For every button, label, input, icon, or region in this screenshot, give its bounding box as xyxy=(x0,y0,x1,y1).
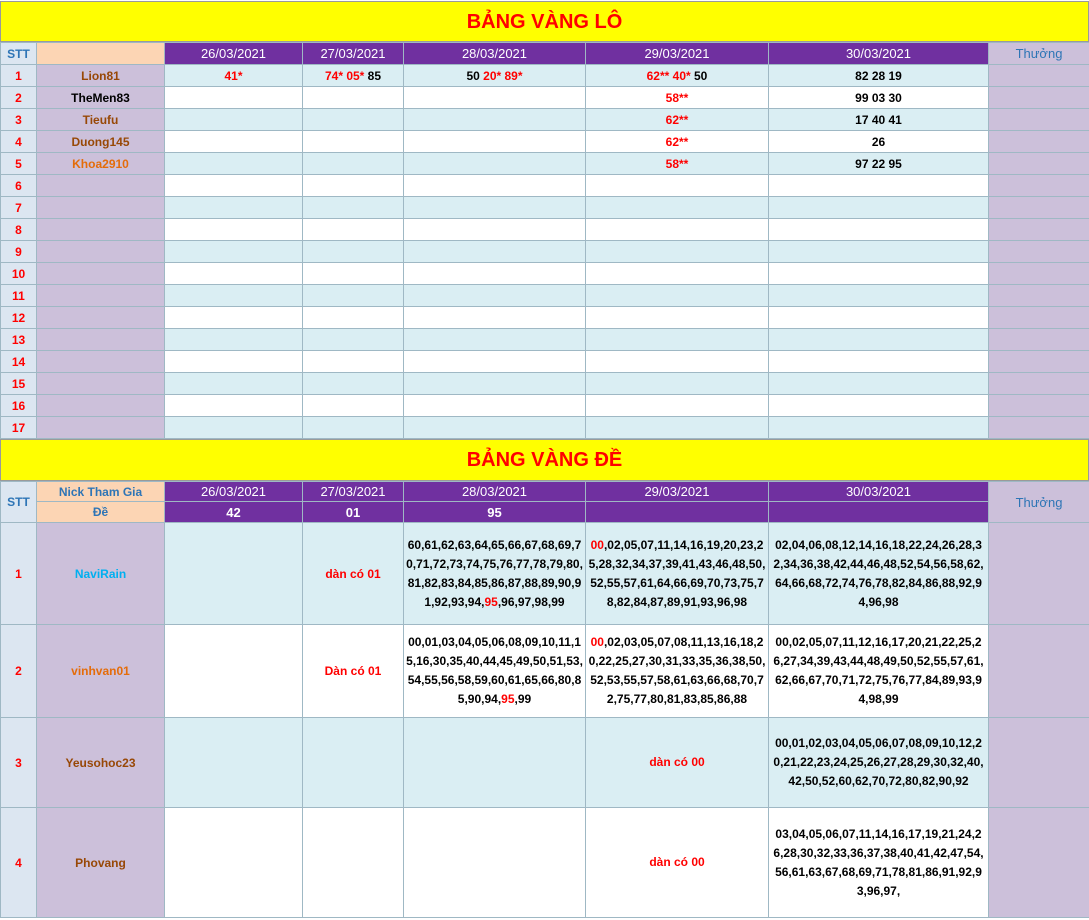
de-result-value: 95 xyxy=(404,502,586,523)
nick-name: NaviRain xyxy=(37,523,165,625)
cell-text: 00,02,05,07,11,12,16,17,20,21,22,25,26,27,34,39,43,44,48,49,50,52,55,57,61,62,66,67,70,71,72,75,76,77,84,89,93,94,98,99 xyxy=(773,635,984,706)
row-stt: 17 xyxy=(1,417,37,439)
pick-cell xyxy=(404,625,586,718)
pick-cell xyxy=(404,219,586,241)
pick-cell xyxy=(303,263,404,285)
nick-name: TheMen83 xyxy=(37,87,165,109)
pick-cell xyxy=(404,417,586,439)
nick-name xyxy=(37,395,165,417)
lo-header-row xyxy=(1,43,1089,65)
pick-cell xyxy=(165,808,303,918)
table-row xyxy=(1,153,1089,175)
table-row xyxy=(1,523,1089,625)
pick-cell xyxy=(165,329,303,351)
table-row xyxy=(1,395,1089,417)
pick-cell xyxy=(586,307,769,329)
row-stt: 13 xyxy=(1,329,37,351)
pick-cell xyxy=(165,718,303,808)
pick-cell xyxy=(165,153,303,175)
pick-cell xyxy=(404,175,586,197)
row-stt: 9 xyxy=(1,241,37,263)
cell-text: 62** 40* xyxy=(646,68,691,83)
nick-name xyxy=(37,197,165,219)
pick-cell xyxy=(769,219,989,241)
thuong-cell xyxy=(989,175,1089,197)
row-stt: 7 xyxy=(1,197,37,219)
pick-cell xyxy=(404,197,586,219)
thuong-cell xyxy=(989,285,1089,307)
pick-cell xyxy=(303,241,404,263)
pick-cell xyxy=(769,263,989,285)
lo-name-header xyxy=(37,43,165,65)
pick-cell xyxy=(165,373,303,395)
row-stt: 4 xyxy=(1,808,37,918)
nick-name: Yeusohoc23 xyxy=(37,718,165,808)
row-stt: 14 xyxy=(1,351,37,373)
pick-cell xyxy=(303,417,404,439)
pick-cell xyxy=(769,109,989,131)
de-date-header: 30/03/2021 xyxy=(769,482,989,502)
thuong-cell xyxy=(989,153,1089,175)
row-stt: 2 xyxy=(1,87,37,109)
pick-cell xyxy=(404,395,586,417)
lo-date-header: 30/03/2021 xyxy=(769,43,989,65)
cell-text: 50 xyxy=(466,68,484,83)
lo-title: BẢNG VÀNG LÔ xyxy=(0,1,1089,42)
pick-cell xyxy=(769,197,989,219)
thuong-cell xyxy=(989,241,1089,263)
pick-cell xyxy=(769,625,989,718)
pick-cell xyxy=(303,395,404,417)
pick-cell xyxy=(165,285,303,307)
nick-name: Khoa2910 xyxy=(37,153,165,175)
pick-cell xyxy=(586,808,769,918)
de-date-header: 26/03/2021 xyxy=(165,482,303,502)
de-title: BẢNG VÀNG ĐỀ xyxy=(0,439,1089,481)
cell-text: 58** xyxy=(665,90,689,105)
pick-cell xyxy=(404,373,586,395)
row-stt: 8 xyxy=(1,219,37,241)
pick-cell xyxy=(586,625,769,718)
pick-cell xyxy=(586,523,769,625)
pick-cell xyxy=(769,417,989,439)
de-label: Đề xyxy=(37,502,165,523)
thuong-cell xyxy=(989,417,1089,439)
pick-cell xyxy=(404,109,586,131)
table-row xyxy=(1,87,1089,109)
row-stt: 16 xyxy=(1,395,37,417)
thuong-cell xyxy=(989,808,1089,918)
pick-cell xyxy=(165,219,303,241)
pick-cell xyxy=(404,718,586,808)
thuong-cell xyxy=(989,395,1089,417)
table-row xyxy=(1,219,1089,241)
thuong-cell xyxy=(989,307,1089,329)
pick-cell xyxy=(586,153,769,175)
cell-text: 97 22 95 xyxy=(855,156,902,171)
de-header-row xyxy=(1,482,1089,502)
pick-cell xyxy=(404,351,586,373)
thuong-cell xyxy=(989,329,1089,351)
pick-cell xyxy=(769,307,989,329)
pick-cell xyxy=(586,417,769,439)
table-row xyxy=(1,373,1089,395)
pick-cell xyxy=(769,395,989,417)
pick-cell xyxy=(769,351,989,373)
pick-cell xyxy=(769,718,989,808)
pick-cell xyxy=(404,523,586,625)
cell-text: 74* 05* xyxy=(324,68,365,83)
table-row xyxy=(1,808,1089,918)
pick-cell xyxy=(586,285,769,307)
pick-cell xyxy=(303,523,404,625)
nick-name xyxy=(37,285,165,307)
pick-cell xyxy=(586,65,769,87)
cell-text: 62** xyxy=(665,134,689,149)
pick-cell xyxy=(165,109,303,131)
cell-text: 82 28 19 xyxy=(855,68,902,83)
cell-text: 99 03 30 xyxy=(855,90,902,105)
cell-text: 60,61,62,63,64,65,66,67,68,69,70,71,72,73,74,75,76,77,78,79,80,81,82,83,84,85,86,87,88,89,90,91,92,93,94, xyxy=(406,537,583,609)
row-stt: 4 xyxy=(1,131,37,153)
thuong-cell xyxy=(989,263,1089,285)
pick-cell xyxy=(769,329,989,351)
pick-cell xyxy=(404,87,586,109)
pick-cell xyxy=(769,241,989,263)
nick-name xyxy=(37,351,165,373)
table-row xyxy=(1,65,1089,87)
cell-text: 00,01,03,04,05,06,08,09,10,11,15,16,30,35,40,44,45,49,50,51,53,54,55,56,58,59,60,61,65,66,80,85,90,94, xyxy=(406,635,583,706)
row-stt: 1 xyxy=(1,523,37,625)
cell-text: ,96,97,98,99 xyxy=(497,594,565,609)
cell-text: 95 xyxy=(484,594,498,609)
pick-cell xyxy=(769,153,989,175)
thuong-cell xyxy=(989,373,1089,395)
pick-cell xyxy=(404,307,586,329)
pick-cell xyxy=(586,109,769,131)
pick-cell xyxy=(586,263,769,285)
nick-name xyxy=(37,307,165,329)
lo-stt-header: STT xyxy=(1,43,37,65)
table-row xyxy=(1,625,1089,718)
cell-text: 41* xyxy=(224,68,243,83)
pick-cell xyxy=(586,329,769,351)
pick-cell xyxy=(769,131,989,153)
nick-name: Phovang xyxy=(37,808,165,918)
thuong-cell xyxy=(989,87,1089,109)
de-result-value: 01 xyxy=(303,502,404,523)
row-stt: 10 xyxy=(1,263,37,285)
row-stt: 1 xyxy=(1,65,37,87)
table-row xyxy=(1,241,1089,263)
pick-cell xyxy=(165,351,303,373)
de-date-header: 27/03/2021 xyxy=(303,482,404,502)
pick-cell xyxy=(769,175,989,197)
pick-cell xyxy=(165,175,303,197)
pick-cell xyxy=(165,197,303,219)
pick-cell xyxy=(404,131,586,153)
de-result-value xyxy=(769,502,989,523)
pick-cell xyxy=(404,263,586,285)
lo-date-header: 26/03/2021 xyxy=(165,43,303,65)
pick-cell xyxy=(303,197,404,219)
thuong-cell xyxy=(989,718,1089,808)
cell-text: dàn có 00 xyxy=(649,855,705,869)
pick-cell xyxy=(586,87,769,109)
thuong-cell xyxy=(989,197,1089,219)
pick-cell xyxy=(303,373,404,395)
cell-text: 03,04,05,06,07,11,14,16,17,19,21,24,26,28,30,32,33,36,37,38,40,41,42,47,54,56,61,63,67,68,69,71,78,81,86,91,92,93,96,97, xyxy=(773,826,984,898)
pick-cell xyxy=(303,109,404,131)
row-stt: 5 xyxy=(1,153,37,175)
pick-cell xyxy=(404,241,586,263)
table-row xyxy=(1,285,1089,307)
pick-cell xyxy=(165,307,303,329)
de-nick-header: Nick Tham Gia xyxy=(37,482,165,502)
pick-cell xyxy=(303,625,404,718)
nick-name: Tieufu xyxy=(37,109,165,131)
row-stt: 12 xyxy=(1,307,37,329)
pick-cell xyxy=(586,718,769,808)
de-date-header: 28/03/2021 xyxy=(404,482,586,502)
pick-cell xyxy=(769,87,989,109)
lo-date-header: 29/03/2021 xyxy=(586,43,769,65)
cell-text: dàn có 00 xyxy=(649,755,705,769)
pick-cell xyxy=(303,219,404,241)
nick-name: Duong145 xyxy=(37,131,165,153)
table-row xyxy=(1,718,1089,808)
pick-cell xyxy=(303,175,404,197)
nick-name xyxy=(37,175,165,197)
thuong-cell xyxy=(989,625,1089,718)
pick-cell xyxy=(303,285,404,307)
pick-cell xyxy=(303,153,404,175)
row-stt: 6 xyxy=(1,175,37,197)
table-row xyxy=(1,307,1089,329)
cell-text: 00 xyxy=(590,537,604,552)
pick-cell xyxy=(165,87,303,109)
pick-cell xyxy=(586,131,769,153)
table-row xyxy=(1,329,1089,351)
cell-text: 50 xyxy=(690,68,708,83)
cell-text: 02,04,06,08,12,14,16,18,22,24,26,28,32,34,36,38,42,44,46,48,52,54,56,58,62,64,66,68,72,74,76,78,82,84,86,88,92,94,96,98 xyxy=(773,537,984,609)
de-date-header: 29/03/2021 xyxy=(586,482,769,502)
nick-name xyxy=(37,417,165,439)
cell-text: 95 xyxy=(501,692,515,706)
pick-cell xyxy=(404,329,586,351)
pick-cell xyxy=(165,417,303,439)
pick-cell xyxy=(303,351,404,373)
cell-text: 20* 89* xyxy=(483,68,523,83)
lo-date-header: 27/03/2021 xyxy=(303,43,404,65)
de-thuong-header: Thưởng xyxy=(989,482,1089,523)
pick-cell xyxy=(769,373,989,395)
thuong-cell xyxy=(989,219,1089,241)
thuong-cell xyxy=(989,351,1089,373)
pick-cell xyxy=(303,131,404,153)
row-stt: 2 xyxy=(1,625,37,718)
pick-cell xyxy=(586,351,769,373)
nick-name: vinhvan01 xyxy=(37,625,165,718)
pick-cell xyxy=(586,395,769,417)
nick-name: Lion81 xyxy=(37,65,165,87)
pick-cell xyxy=(303,65,404,87)
pick-cell xyxy=(303,718,404,808)
row-stt: 11 xyxy=(1,285,37,307)
thuong-cell xyxy=(989,65,1089,87)
cell-text: Dàn có 01 xyxy=(324,664,382,678)
nick-name xyxy=(37,373,165,395)
cell-text: ,99 xyxy=(514,692,532,706)
table-row xyxy=(1,263,1089,285)
row-stt: 3 xyxy=(1,109,37,131)
pick-cell xyxy=(586,219,769,241)
cell-text: 58** xyxy=(665,156,689,171)
pick-cell xyxy=(769,808,989,918)
de-table xyxy=(0,481,1089,918)
pick-cell xyxy=(165,131,303,153)
cell-text: 00 xyxy=(590,635,604,649)
table-row xyxy=(1,351,1089,373)
pick-cell xyxy=(165,523,303,625)
row-stt: 3 xyxy=(1,718,37,808)
de-result-value: 42 xyxy=(165,502,303,523)
pick-cell xyxy=(165,65,303,87)
cell-text: 85 xyxy=(364,68,382,83)
pick-cell xyxy=(586,175,769,197)
cell-text: ,02,05,07,11,14,16,19,20,23,25,28,32,34,37,39,41,43,46,48,50,52,55,57,61,64,66,69,70,73,75,78,82,84,87,89,91,93,96,98 xyxy=(588,537,766,609)
pick-cell xyxy=(165,625,303,718)
thuong-cell xyxy=(989,523,1089,625)
pick-cell xyxy=(404,285,586,307)
pick-cell xyxy=(303,808,404,918)
pick-cell xyxy=(404,153,586,175)
pick-cell xyxy=(303,87,404,109)
cell-text: 00,01,02,03,04,05,06,07,08,09,10,12,20,21,22,23,24,25,26,27,28,29,30,32,40,42,50,52,60,62,70,72,80,82,90,92 xyxy=(773,736,984,788)
table-row xyxy=(1,175,1089,197)
table-row xyxy=(1,197,1089,219)
pick-cell xyxy=(769,285,989,307)
cell-text: 26 xyxy=(871,134,886,149)
pick-cell xyxy=(165,263,303,285)
lo-date-header: 28/03/2021 xyxy=(404,43,586,65)
nick-name xyxy=(37,263,165,285)
cell-text: dàn có 01 xyxy=(325,566,381,581)
table-row xyxy=(1,131,1089,153)
pick-cell xyxy=(165,241,303,263)
pick-cell xyxy=(769,523,989,625)
pick-cell xyxy=(303,307,404,329)
pick-cell xyxy=(404,808,586,918)
pick-cell xyxy=(586,241,769,263)
cell-text: 17 40 41 xyxy=(855,112,902,127)
pick-cell xyxy=(303,329,404,351)
table-row xyxy=(1,417,1089,439)
thuong-cell xyxy=(989,131,1089,153)
lo-table xyxy=(0,42,1089,439)
nick-name xyxy=(37,241,165,263)
pick-cell xyxy=(165,395,303,417)
pick-cell xyxy=(404,65,586,87)
de-stt-header: STT xyxy=(1,482,37,523)
nick-name xyxy=(37,329,165,351)
cell-text: ,02,03,05,07,08,11,13,16,18,20,22,25,27,30,31,33,35,36,38,50,52,53,55,57,58,61,63,66,68,70,72,75,77,80,81,83,85,86,88 xyxy=(588,635,766,706)
thuong-cell xyxy=(989,109,1089,131)
lo-thuong-header: Thưởng xyxy=(989,43,1089,65)
table-row xyxy=(1,109,1089,131)
row-stt: 15 xyxy=(1,373,37,395)
de-result-value xyxy=(586,502,769,523)
pick-cell xyxy=(586,373,769,395)
de-result-row xyxy=(1,502,1089,523)
nick-name xyxy=(37,219,165,241)
cell-text: 62** xyxy=(665,112,689,127)
pick-cell xyxy=(769,65,989,87)
pick-cell xyxy=(586,197,769,219)
